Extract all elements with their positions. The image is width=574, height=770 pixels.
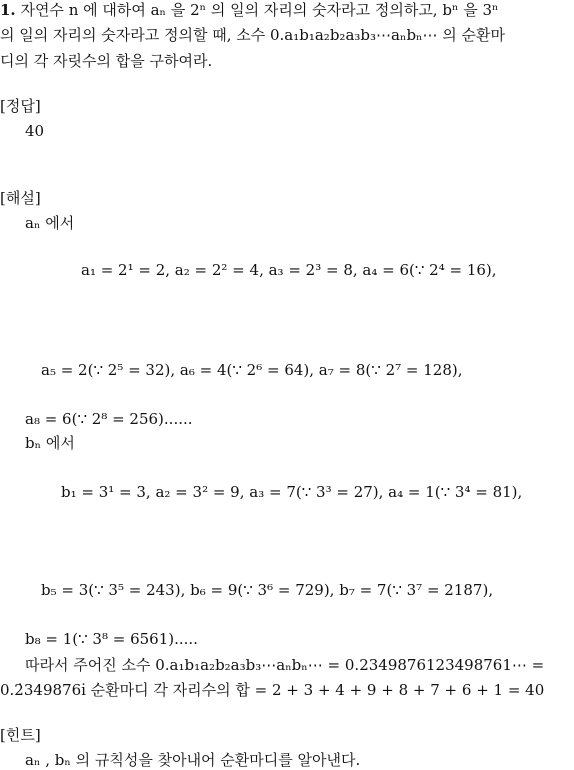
equation-a8: a₈ = 6(∵ 2⁸ = 256)...... (25, 410, 193, 428)
equation-a1-to-a4: a₁ = 2¹ = 2, a₂ = 2² = 4, a₃ = 2³ = 8, a₄ = 6(∵ 2⁴ = 16), (81, 261, 497, 279)
solution-an-intro: aₙ 에서 (25, 214, 75, 232)
solution-header: [해설] (0, 189, 41, 207)
equation-b8: b₈ = 1(∵ 3⁸ = 6561)..... (25, 630, 198, 648)
solution-bn-intro: bₙ 에서 (25, 434, 75, 452)
problem-text-1: 자연수 n 에 대하여 aₙ 을 2ⁿ 의 일의 자리의 숫자라고 정의하고, bⁿ 을 3ⁿ (20, 1, 499, 19)
answer-header: [정답] (0, 97, 41, 115)
answer-value: 40 (25, 122, 45, 140)
hint-text: aₙ , bₙ 의 규칙성을 찾아내어 순환마디를 알아낸다. (25, 751, 361, 769)
conclusion-line-1: 따라서 주어진 소수 0.a₁b₁a₂b₂a₃b₃⋯aₙbₙ⋯ = 0.2349876123498761⋯ = (25, 656, 545, 674)
problem-statement-line-3: 디의 각 자릿수의 합을 구하여라. (0, 52, 213, 70)
equation-b5-to-b7: b₅ = 3(∵ 3⁵ = 243), b₆ = 9(∵ 3⁶ = 729), b₇ = 7(∵ 3⁷ = 2187), (41, 581, 494, 599)
equation-a5-to-a7: a₅ = 2(∵ 2⁵ = 32), a₆ = 4(∵ 2⁶ = 64), a₇ = 8(∵ 2⁷ = 128), (41, 361, 463, 379)
conclusion-line-2: 0.2̇349876i̇ 순환마디 각 자리수의 합 = 2 + 3 + 4 + 9 + 8 + 7 + 6 + 1 = 40 (0, 681, 545, 699)
problem-statement-line-2: 의 일의 자리의 숫자라고 정의할 때, 소수 0.a₁b₁a₂b₂a₃b₃⋯aₙbₙ⋯ 의 순환마 (0, 26, 506, 44)
problem-number: 1. (0, 1, 16, 19)
equation-b1-to-b4: b₁ = 3¹ = 3, a₂ = 3² = 9, a₃ = 7(∵ 3³ = 27), a₄ = 1(∵ 3⁴ = 81), (61, 483, 523, 501)
hint-header: [힌트] (0, 726, 41, 744)
problem-statement-line-1 (0, 0, 499, 20)
